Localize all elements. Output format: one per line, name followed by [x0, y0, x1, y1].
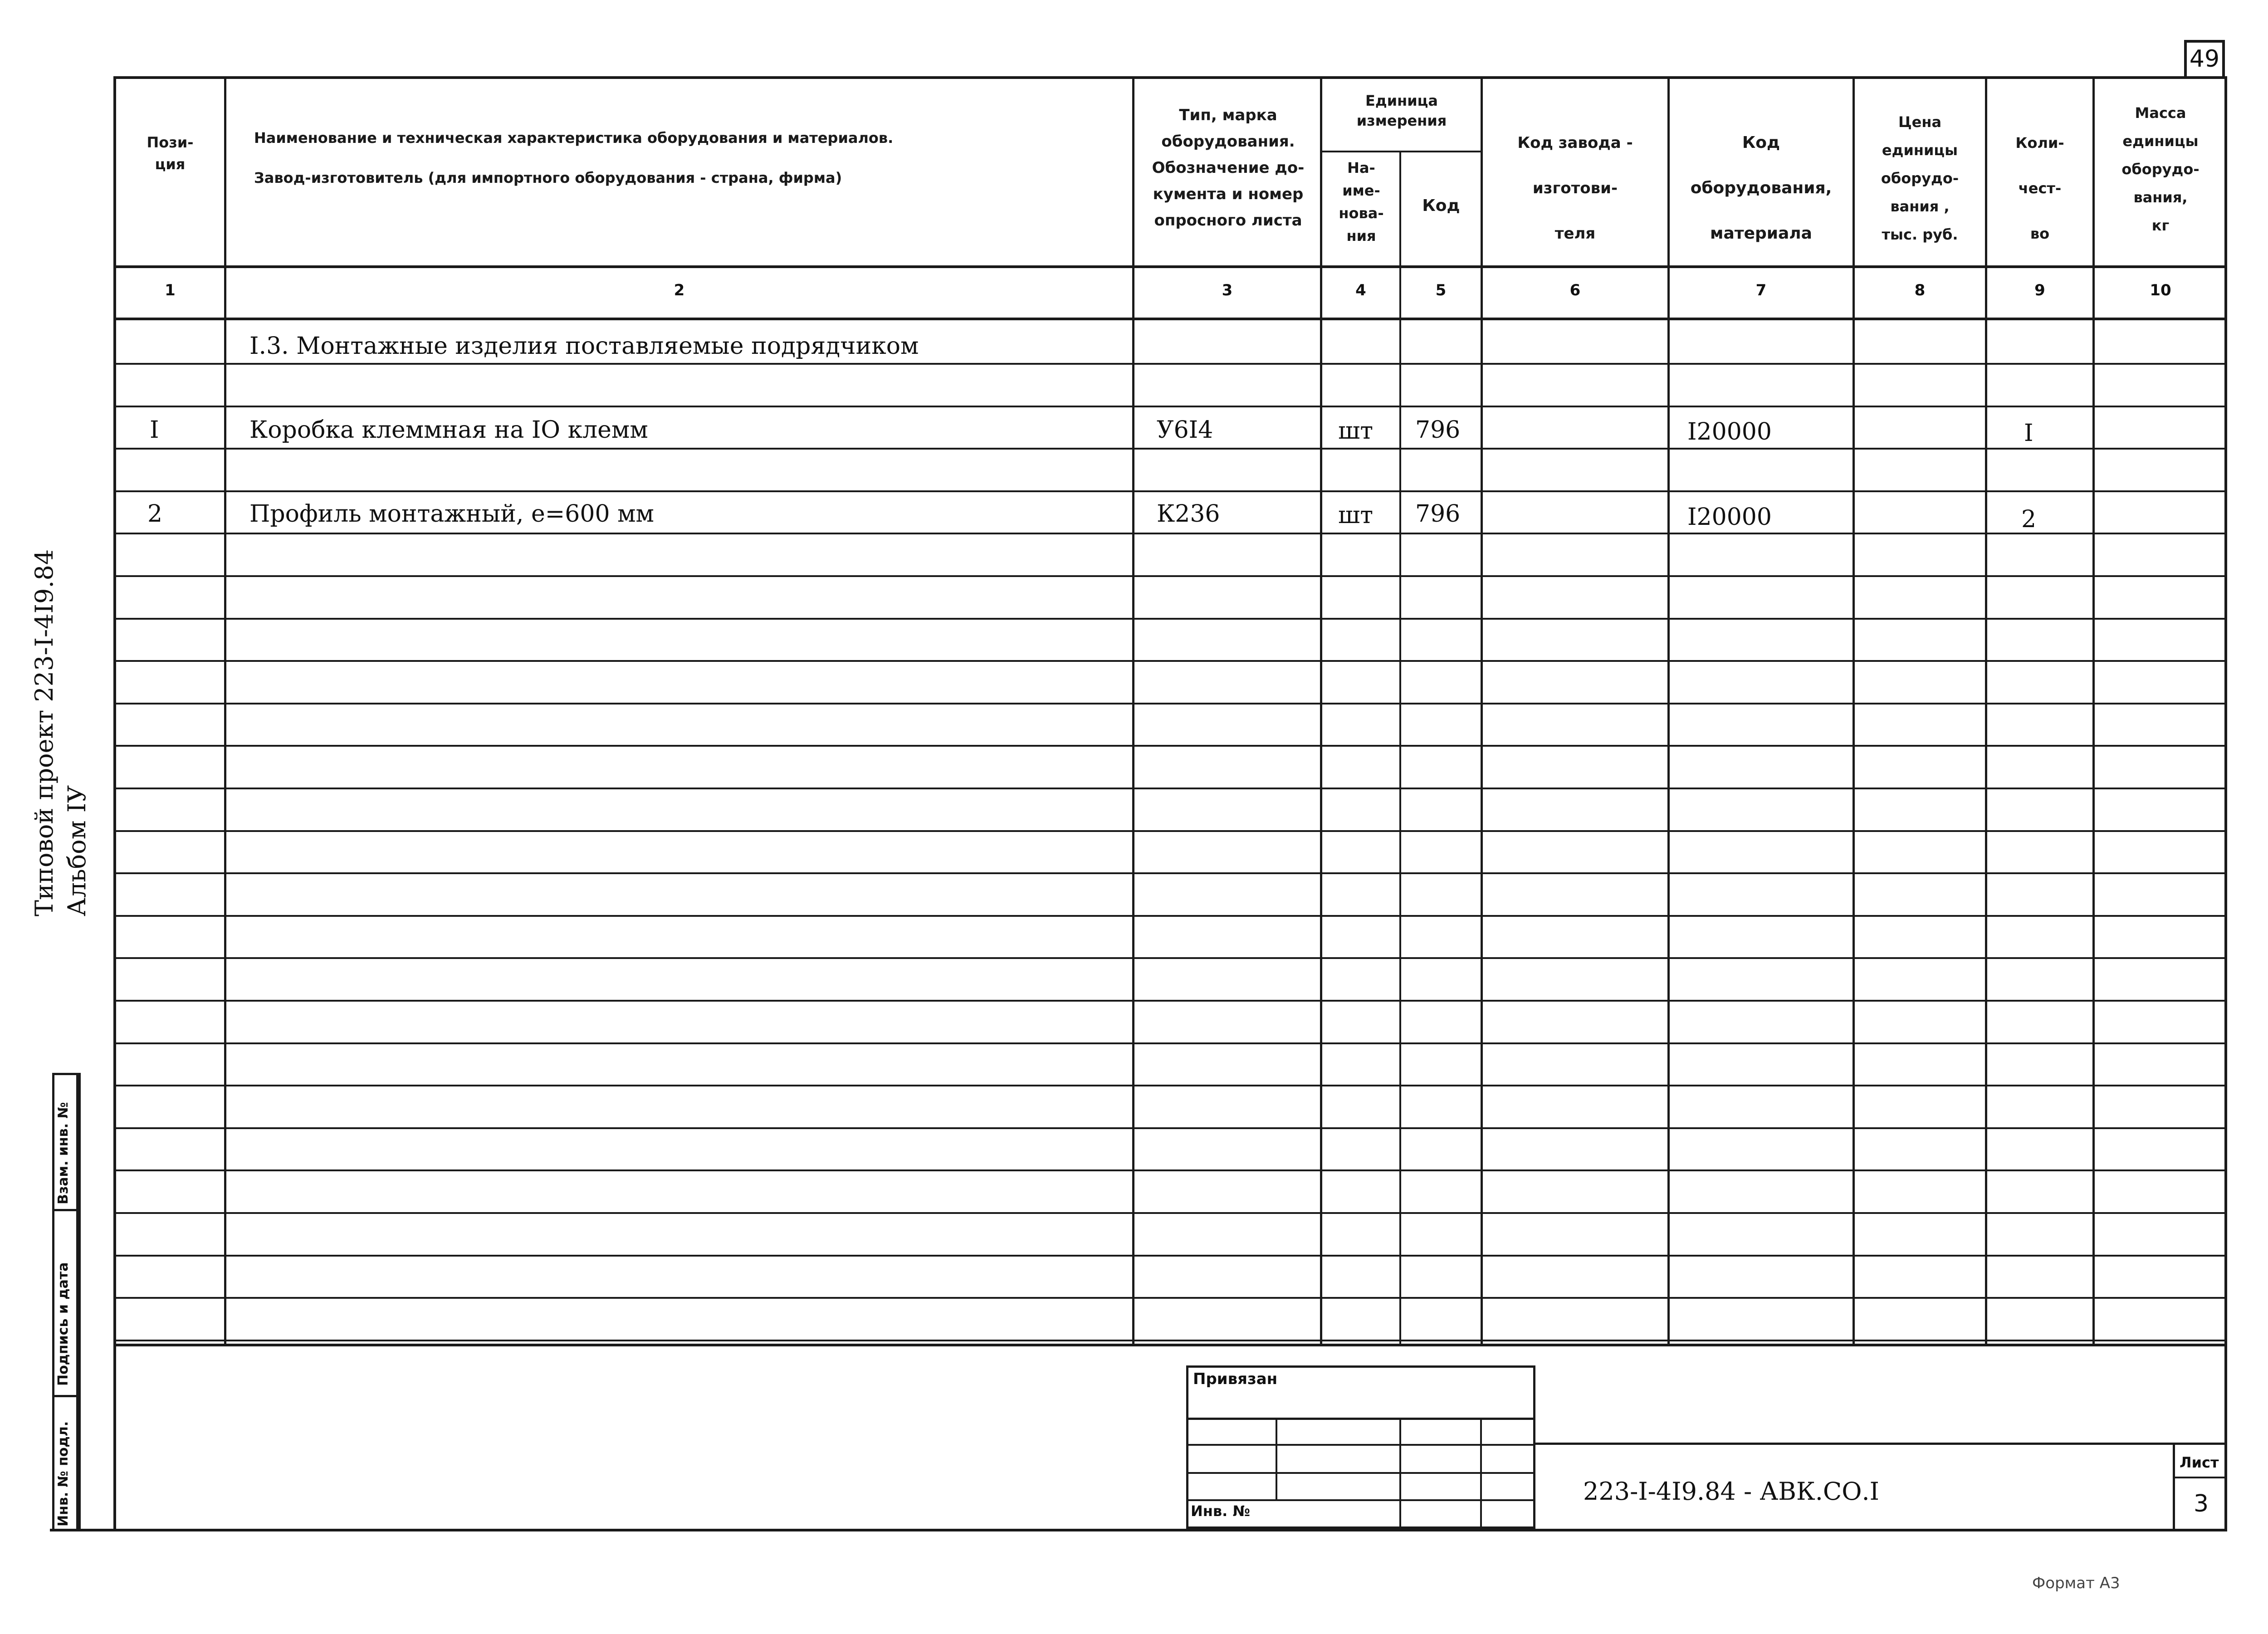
- row-2-unit-code: 796: [1415, 500, 1461, 528]
- row-2-position: 2: [147, 500, 163, 528]
- col-rule-9: [2092, 76, 2095, 1346]
- header-unit-name: На- име- нова- ния: [1339, 159, 1384, 245]
- row-1-unit-code: 796: [1415, 416, 1461, 444]
- colnum-bottom-rule: [113, 318, 2227, 320]
- colnum-7: 7: [1755, 281, 1767, 299]
- row-rule: [113, 660, 2227, 662]
- row-rule: [113, 957, 2227, 959]
- colnum-3: 3: [1222, 281, 1233, 299]
- side-stamp-inv-original: Инв. № подл.: [55, 1421, 71, 1526]
- side-project-title: Типовой проект 223-I-4I9.84 Альбом IУ: [30, 549, 91, 916]
- privyazan-vrule-3: [1480, 1418, 1482, 1529]
- colnum-1: 1: [165, 281, 176, 299]
- row-rule: [113, 490, 2227, 492]
- colnum-4: 4: [1355, 281, 1366, 299]
- row-rule: [113, 1169, 2227, 1171]
- col-rule-5: [1481, 76, 1483, 1346]
- row-1-type: У6I4: [1157, 416, 1213, 444]
- side-stamp-replace-inv: Взам. инв. №: [55, 1102, 71, 1204]
- row-rule: [113, 1085, 2227, 1086]
- header-mass: Масса единицы оборудо- вания, кг: [2121, 104, 2200, 234]
- section-title: I.3. Монтажные изделия поставляемые подрядчиком: [249, 333, 919, 360]
- frame-bottom: [50, 1529, 2227, 1531]
- row-1-quantity: I: [2024, 420, 2033, 447]
- unit-subheader-rule: [1320, 151, 1483, 152]
- row-2-unit: шт: [1338, 502, 1374, 529]
- col-rule-8: [1985, 76, 1987, 1346]
- colnum-8: 8: [1914, 281, 1926, 299]
- format-label: Формат А3: [2032, 1574, 2120, 1592]
- privyazan-rule-1: [1186, 1418, 1535, 1420]
- header-plant-code: Код завода - изготови- теля: [1517, 134, 1633, 243]
- colnum-9: 9: [2034, 281, 2045, 299]
- row-1-unit: шт: [1338, 417, 1374, 445]
- sheet-box-rule: [2173, 1477, 2227, 1478]
- header-name: Наименование и техническая характеристика оборудования и материалов. Завод-изготовитель (для импортного оборудования - страна, фирма): [254, 129, 894, 186]
- header-price: Цена единицы оборудо- вания , тыс. руб.: [1881, 113, 1959, 243]
- row-2-name: Профиль монтажный, е=600 мм: [249, 500, 654, 528]
- header-position: Пози- ция: [147, 134, 194, 173]
- privyazan-rule-3: [1186, 1472, 1535, 1474]
- privyazan-vrule-2: [1399, 1418, 1401, 1529]
- top-sheet-number: 49: [2189, 45, 2220, 73]
- col-rule-1: [224, 76, 226, 1346]
- row-rule: [113, 1000, 2227, 1002]
- inv-no-label: Инв. №: [1191, 1502, 1250, 1520]
- privyazan-rule-4: [1186, 1499, 1535, 1501]
- row-rule: [113, 363, 2227, 365]
- designation-top-rule: [1535, 1443, 2227, 1445]
- header-equip-code: Код оборудования, материала: [1690, 133, 1832, 243]
- col-rule-7: [1853, 76, 1855, 1346]
- sheet-label: Лист: [2180, 1454, 2219, 1471]
- privyazan-label: Привязан: [1193, 1370, 1278, 1388]
- row-rule: [113, 1042, 2227, 1044]
- row-2-quantity: 2: [2021, 506, 2037, 533]
- row-rule: [113, 872, 2227, 874]
- row-rule: [113, 1297, 2227, 1299]
- row-rule: [113, 1127, 2227, 1129]
- row-rule: [113, 1255, 2227, 1257]
- row-rule: [113, 830, 2227, 832]
- col-rule-2: [1132, 76, 1134, 1346]
- row-2-type: К236: [1157, 500, 1220, 528]
- header-bottom-rule: [113, 265, 2227, 268]
- row-rule: [113, 703, 2227, 704]
- col-rule-6: [1667, 76, 1670, 1346]
- document-designation: 223-I-4I9.84 - АВК.СО.I: [1583, 1477, 1880, 1506]
- header-type: Тип, марка оборудования. Обозначение до- кумента и номер опросного листа: [1152, 106, 1305, 230]
- header-unit-group: Единица измерения: [1356, 92, 1447, 129]
- row-1-equip-code: I20000: [1687, 418, 1772, 445]
- header-quantity: Коли- чест- во: [2015, 134, 2064, 242]
- row-rule: [113, 915, 2227, 917]
- row-rule: [113, 448, 2227, 450]
- col-rule-3: [1320, 76, 1322, 1346]
- privyazan-rule-2: [1186, 1444, 1535, 1446]
- privyazan-vrule-1: [1276, 1418, 1277, 1499]
- colnum-6: 6: [1569, 281, 1581, 299]
- header-unit-code: Код: [1422, 196, 1460, 215]
- colnum-10: 10: [2150, 281, 2171, 299]
- side-stamp-inner: [78, 1073, 81, 1531]
- row-rule: [113, 1212, 2227, 1214]
- side-stamp-div-2: [52, 1395, 78, 1397]
- row-rule: [113, 533, 2227, 534]
- side-stamp-div-1: [52, 1209, 78, 1211]
- col-rule-4: [1399, 152, 1401, 1346]
- row-1-name: Коробка клеммная на IO клемм: [249, 416, 648, 444]
- colnum-2: 2: [674, 281, 685, 299]
- row-rule: [113, 1340, 2227, 1341]
- colnum-5: 5: [1435, 281, 1447, 299]
- row-1-position: I: [150, 416, 159, 444]
- row-rule: [113, 406, 2227, 407]
- row-rule: [113, 618, 2227, 620]
- row-rule: [113, 788, 2227, 789]
- row-rule: [113, 575, 2227, 577]
- row-rule: [113, 745, 2227, 747]
- row-2-equip-code: I20000: [1687, 504, 1772, 531]
- sheet-value: 3: [2193, 1490, 2209, 1517]
- side-stamp-signature-date: Подпись и дата: [55, 1262, 71, 1386]
